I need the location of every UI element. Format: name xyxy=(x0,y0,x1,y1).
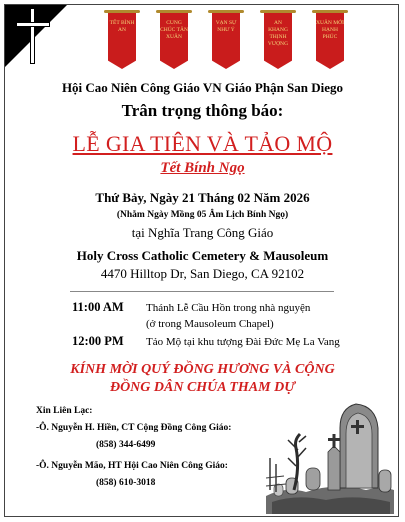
banner-4 xyxy=(262,10,294,74)
invitation-line-1: KÍNH MỜI QUÝ ĐỒNG HƯƠNG VÀ CỘNG xyxy=(70,362,335,377)
banner-3-text: VẠN SỰ NHƯ Ý xyxy=(215,20,237,33)
event-date: Thứ Bảy, Ngày 21 Tháng 02 Năm 2026 xyxy=(95,190,310,205)
banner-5-text: XUÂN MỚI HẠNH PHÚC xyxy=(316,20,344,40)
banner-2 xyxy=(158,10,190,74)
banner-4-text: AN KHANG THỊNH VƯỢNG xyxy=(267,20,289,47)
divider xyxy=(70,291,334,292)
schedule-time-2: 12:00 PM xyxy=(72,334,124,348)
organization-name: Hội Cao Niên Công Giáo VN Giáo Phận San Diego xyxy=(61,80,344,95)
event-title: LỄ GIA TIÊN VÀ TẢO MỘ xyxy=(72,131,333,156)
announcement-heading: Trân trọng thông báo: xyxy=(121,101,284,120)
contact-2-name: -Ô. Nguyễn Mão, HT Hội Cao Niên Công Giáo: xyxy=(36,461,228,471)
invitation-line-2: ĐỒNG DÂN CHÚA THAM DỰ xyxy=(109,380,296,395)
new-year-banners xyxy=(106,10,348,76)
contact-2-phone: (858) 610-3018 xyxy=(96,478,156,488)
venue-english: Holy Cross Catholic Cemetery & Mausoleum xyxy=(76,248,329,263)
contact-1-name: -Ô. Nguyễn H. Hiền, CT Cộng Đồng Công Giáo: xyxy=(36,423,232,433)
cross-icon xyxy=(14,8,52,64)
banner-3 xyxy=(210,10,242,74)
venue-vietnamese: tại Nghĩa Trang Công Giáo xyxy=(131,225,274,240)
cemetery-illustration xyxy=(266,398,394,514)
event-subtitle: Tết Bính Ngọ xyxy=(160,160,245,176)
lunar-date: (Nhằm Ngày Mồng 05 Âm Lịch Bính Ngọ) xyxy=(116,210,289,220)
venue-address: 4470 Hilltop Dr, San Diego, CA 92102 xyxy=(100,266,305,281)
schedule-desc-1: Thánh Lễ Cầu Hồn trong nhà nguyện xyxy=(146,302,311,314)
banner-5 xyxy=(314,10,346,74)
schedule-desc-1-note: (ở trong Mausoleum Chapel) xyxy=(146,318,274,330)
banner-1 xyxy=(106,10,138,74)
schedule-time-1: 11:00 AM xyxy=(72,300,124,314)
schedule-desc-2: Tảo Mộ tại khu tượng Đài Đức Mẹ La Vang xyxy=(146,336,340,348)
banner-1-text: TẾT BÌNH AN xyxy=(109,20,135,33)
banner-2-text: CUNG CHÚC TÂN XUÂN xyxy=(160,20,188,40)
contact-1-phone: (858) 344-6499 xyxy=(96,440,156,450)
contact-heading: Xin Liên Lạc: xyxy=(36,406,93,416)
